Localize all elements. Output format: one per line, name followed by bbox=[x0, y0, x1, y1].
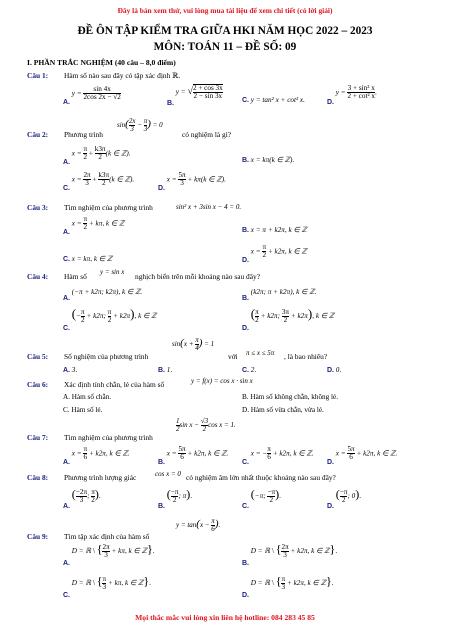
question-4: Câu 4: Hàm số bbox=[27, 272, 87, 281]
q2-equation: sin( $\frac{2x}{3}$ − $\frac{\pi}{3}$ ) = 0 bbox=[117, 117, 163, 133]
q6-option-d: D. Hàm số vừa chẵn, vừa lẻ. bbox=[242, 406, 324, 414]
q5-option-b: B. 1. bbox=[158, 366, 173, 374]
q8-option-b: B. ( $\frac{-\pi}{2}$ ; π). bbox=[158, 487, 193, 510]
q7-option-b: B. x = $\frac{5\pi}{6}$ + k2π, k ∈ ℤ. bbox=[158, 445, 229, 467]
q5-option-a: A. 3. bbox=[63, 366, 78, 374]
section-heading: I. PHẦN TRẮC NGHIỆM (40 câu – 8,0 điểm) bbox=[27, 58, 176, 67]
q4-function: y = sin x bbox=[100, 268, 125, 276]
q2-option-d: D. x = $\frac{5\pi}{3}$ + kπ(k ∈ ℤ). bbox=[158, 171, 226, 193]
q8-option-d: D. ( $\frac{-\pi}{2}$ ; 0). bbox=[327, 487, 362, 510]
q8-option-a: A. ( $\frac{-2\pi}{3}$ ; $\frac{\pi}{2}$ ). bbox=[63, 487, 101, 510]
question-7: Câu 7: Tìm nghiệm của phương trình bbox=[27, 433, 153, 442]
q6-function: y = f(x) = cos x · sin x bbox=[191, 377, 253, 385]
q5-option-d: D. 0. bbox=[327, 366, 342, 374]
q2-text-2: có nghiệm là gì? bbox=[182, 130, 232, 139]
document-subtitle: MÔN: TOÁN 11 – ĐỀ SỐ: 09 bbox=[153, 41, 297, 53]
q8-text-2: có nghiệm âm lớn nhất thuộc khoảng nào sau đây? bbox=[186, 473, 336, 482]
question-2: Câu 2: Phương trình bbox=[27, 130, 103, 139]
q5-equation: sin(x + $\frac{\pi}{4}$ ) = 1 bbox=[172, 336, 215, 352]
q4-text-2: nghịch biến trên mỗi khoảng nào sau đây? bbox=[135, 272, 260, 281]
q4-option-a: A. (−π + k2π; k2π), k ∈ ℤ. bbox=[63, 288, 143, 302]
q3-option-d: D. x = $\frac{\pi}{2}$ + k2π, k ∈ ℤ bbox=[242, 243, 307, 265]
question-text: Hàm số nào sau đây có tập xác định ℝ. bbox=[64, 71, 181, 80]
q5-text-2: với bbox=[228, 352, 238, 361]
q7-equation: $\frac{1}{2}$ sin x − $\frac{√3}{2}$ cos x = 1. bbox=[176, 417, 236, 433]
q1-option-b: B. y = √ $\frac{2 + \cos 3x}{2 - \sin 3x}$ bbox=[167, 84, 223, 107]
question-9: Câu 9: Tìm tập xác định của hàm số bbox=[27, 532, 150, 541]
q1-option-a: A. y = $\frac{\sin 4x}{2\cos 2x - √2}$ bbox=[63, 85, 121, 107]
q9-option-b: B. D = ℝ \ { $\frac{2\pi}{3}$ + k2π, k ∈ ℤ}. bbox=[242, 542, 338, 567]
q4-option-b: B. (k2π; π + k2π), k ∈ ℤ. bbox=[242, 288, 317, 302]
q5-text-3: , là bao nhiêu? bbox=[284, 352, 328, 361]
q3-option-c: C. x = kπ, k ∈ ℤ bbox=[63, 255, 113, 263]
q7-option-c: C. x = − $\frac{\pi}{6}$ + k2π, k ∈ ℤ. bbox=[242, 445, 314, 467]
q3-equation: sin² x + 3sin x − 4 = 0. bbox=[176, 203, 242, 211]
question-8: Câu 8: Phương trình lượng giác bbox=[27, 473, 137, 482]
q3-option-b: B. x = π + k2π, k ∈ ℤ bbox=[242, 226, 307, 234]
q4-option-d: D. ( $\frac{\pi}{2}$ + k2π; $\frac{3\pi}{2}$ + k2π), k ∈ ℤ bbox=[242, 306, 335, 332]
preview-notice: Đây là bản xem thử, vui lòng mua tài liệu để xem chi tiết (có lời giải) bbox=[117, 6, 333, 15]
q5-condition: π ≤ x ≤ 5π bbox=[246, 349, 275, 357]
q5-option-c: C. 2. bbox=[242, 366, 257, 374]
q2-option-a: A. x = $\frac{\pi}{2}$ + $\frac{k3\pi}{2}$ (k ∈ ℤ). bbox=[63, 145, 131, 167]
q1-option-c: C. y = tan² x + cot² x. bbox=[242, 96, 305, 104]
q2-option-b: B. x = kπ(k ∈ ℤ). bbox=[242, 156, 295, 164]
q7-option-a: A. x = $\frac{\pi}{6}$ + k2π, k ∈ ℤ. bbox=[63, 445, 130, 467]
q6-option-a: A. Hàm số chẵn. bbox=[63, 393, 112, 401]
q8-option-c: C. (−π; $\frac{-\pi}{2}$ ). bbox=[242, 487, 281, 510]
q6-option-c: C. Hàm số lẻ. bbox=[63, 406, 103, 414]
q9-option-c: C. D = ℝ \ { $\frac{\pi}{3}$ + kπ, k ∈ ℤ}. bbox=[63, 574, 151, 599]
question-5: Câu 5: Số nghiệm của phương trình bbox=[27, 352, 149, 361]
q8-equation: cos x = 0 bbox=[155, 470, 181, 478]
q6-option-b: B. Hàm số không chẵn, không lẻ. bbox=[242, 393, 339, 401]
q4-option-c: C. (− $\frac{\pi}{2}$ + k2π; $\frac{\pi}{2}$ + k2π), k ∈ ℤ bbox=[63, 306, 157, 332]
question-3: Câu 3: Tìm nghiệm của phương trình bbox=[27, 203, 153, 212]
q9-function: y = tan(x − $\frac{\pi}{6}$ ). bbox=[176, 517, 221, 533]
q9-option-d: D. D = ℝ \ { $\frac{\pi}{3}$ + k2π, k ∈ ℤ}. bbox=[242, 574, 334, 599]
document-title: ĐỀ ÔN TẬP KIỂM TRA GIỮA HKI NĂM HỌC 2022 – 2023 bbox=[77, 25, 373, 37]
q1-option-d: D. y = $\frac{\text{3 + sin² x}}{\text{2 + cot² x}}$ . bbox=[327, 84, 377, 107]
q7-option-d: D. x = $\frac{5\pi}{6}$ + k2π, k ∈ ℤ. bbox=[327, 445, 398, 467]
question-1 bbox=[27, 71, 181, 80]
q3-option-a: A. x = $\frac{\pi}{2}$ + kπ, k ∈ ℤ bbox=[63, 215, 125, 237]
q2-option-c: C. x = $\frac{2\pi}{3}$ + $\frac{k3\pi}{2}$ (k ∈ ℤ). bbox=[63, 171, 135, 193]
question-number: Câu 1: bbox=[27, 71, 49, 80]
q9-option-a: A. D = ℝ \ { $\frac{2\pi}{3}$ + kπ, k ∈ ℤ}. bbox=[63, 542, 155, 567]
question-6: Câu 6: Xác định tính chẵn, lẻ của hàm số bbox=[27, 380, 165, 389]
hotline-footer: Mọi thắc mắc vui lòng xin liên hệ hotline: 084 283 45 85 bbox=[135, 613, 315, 622]
